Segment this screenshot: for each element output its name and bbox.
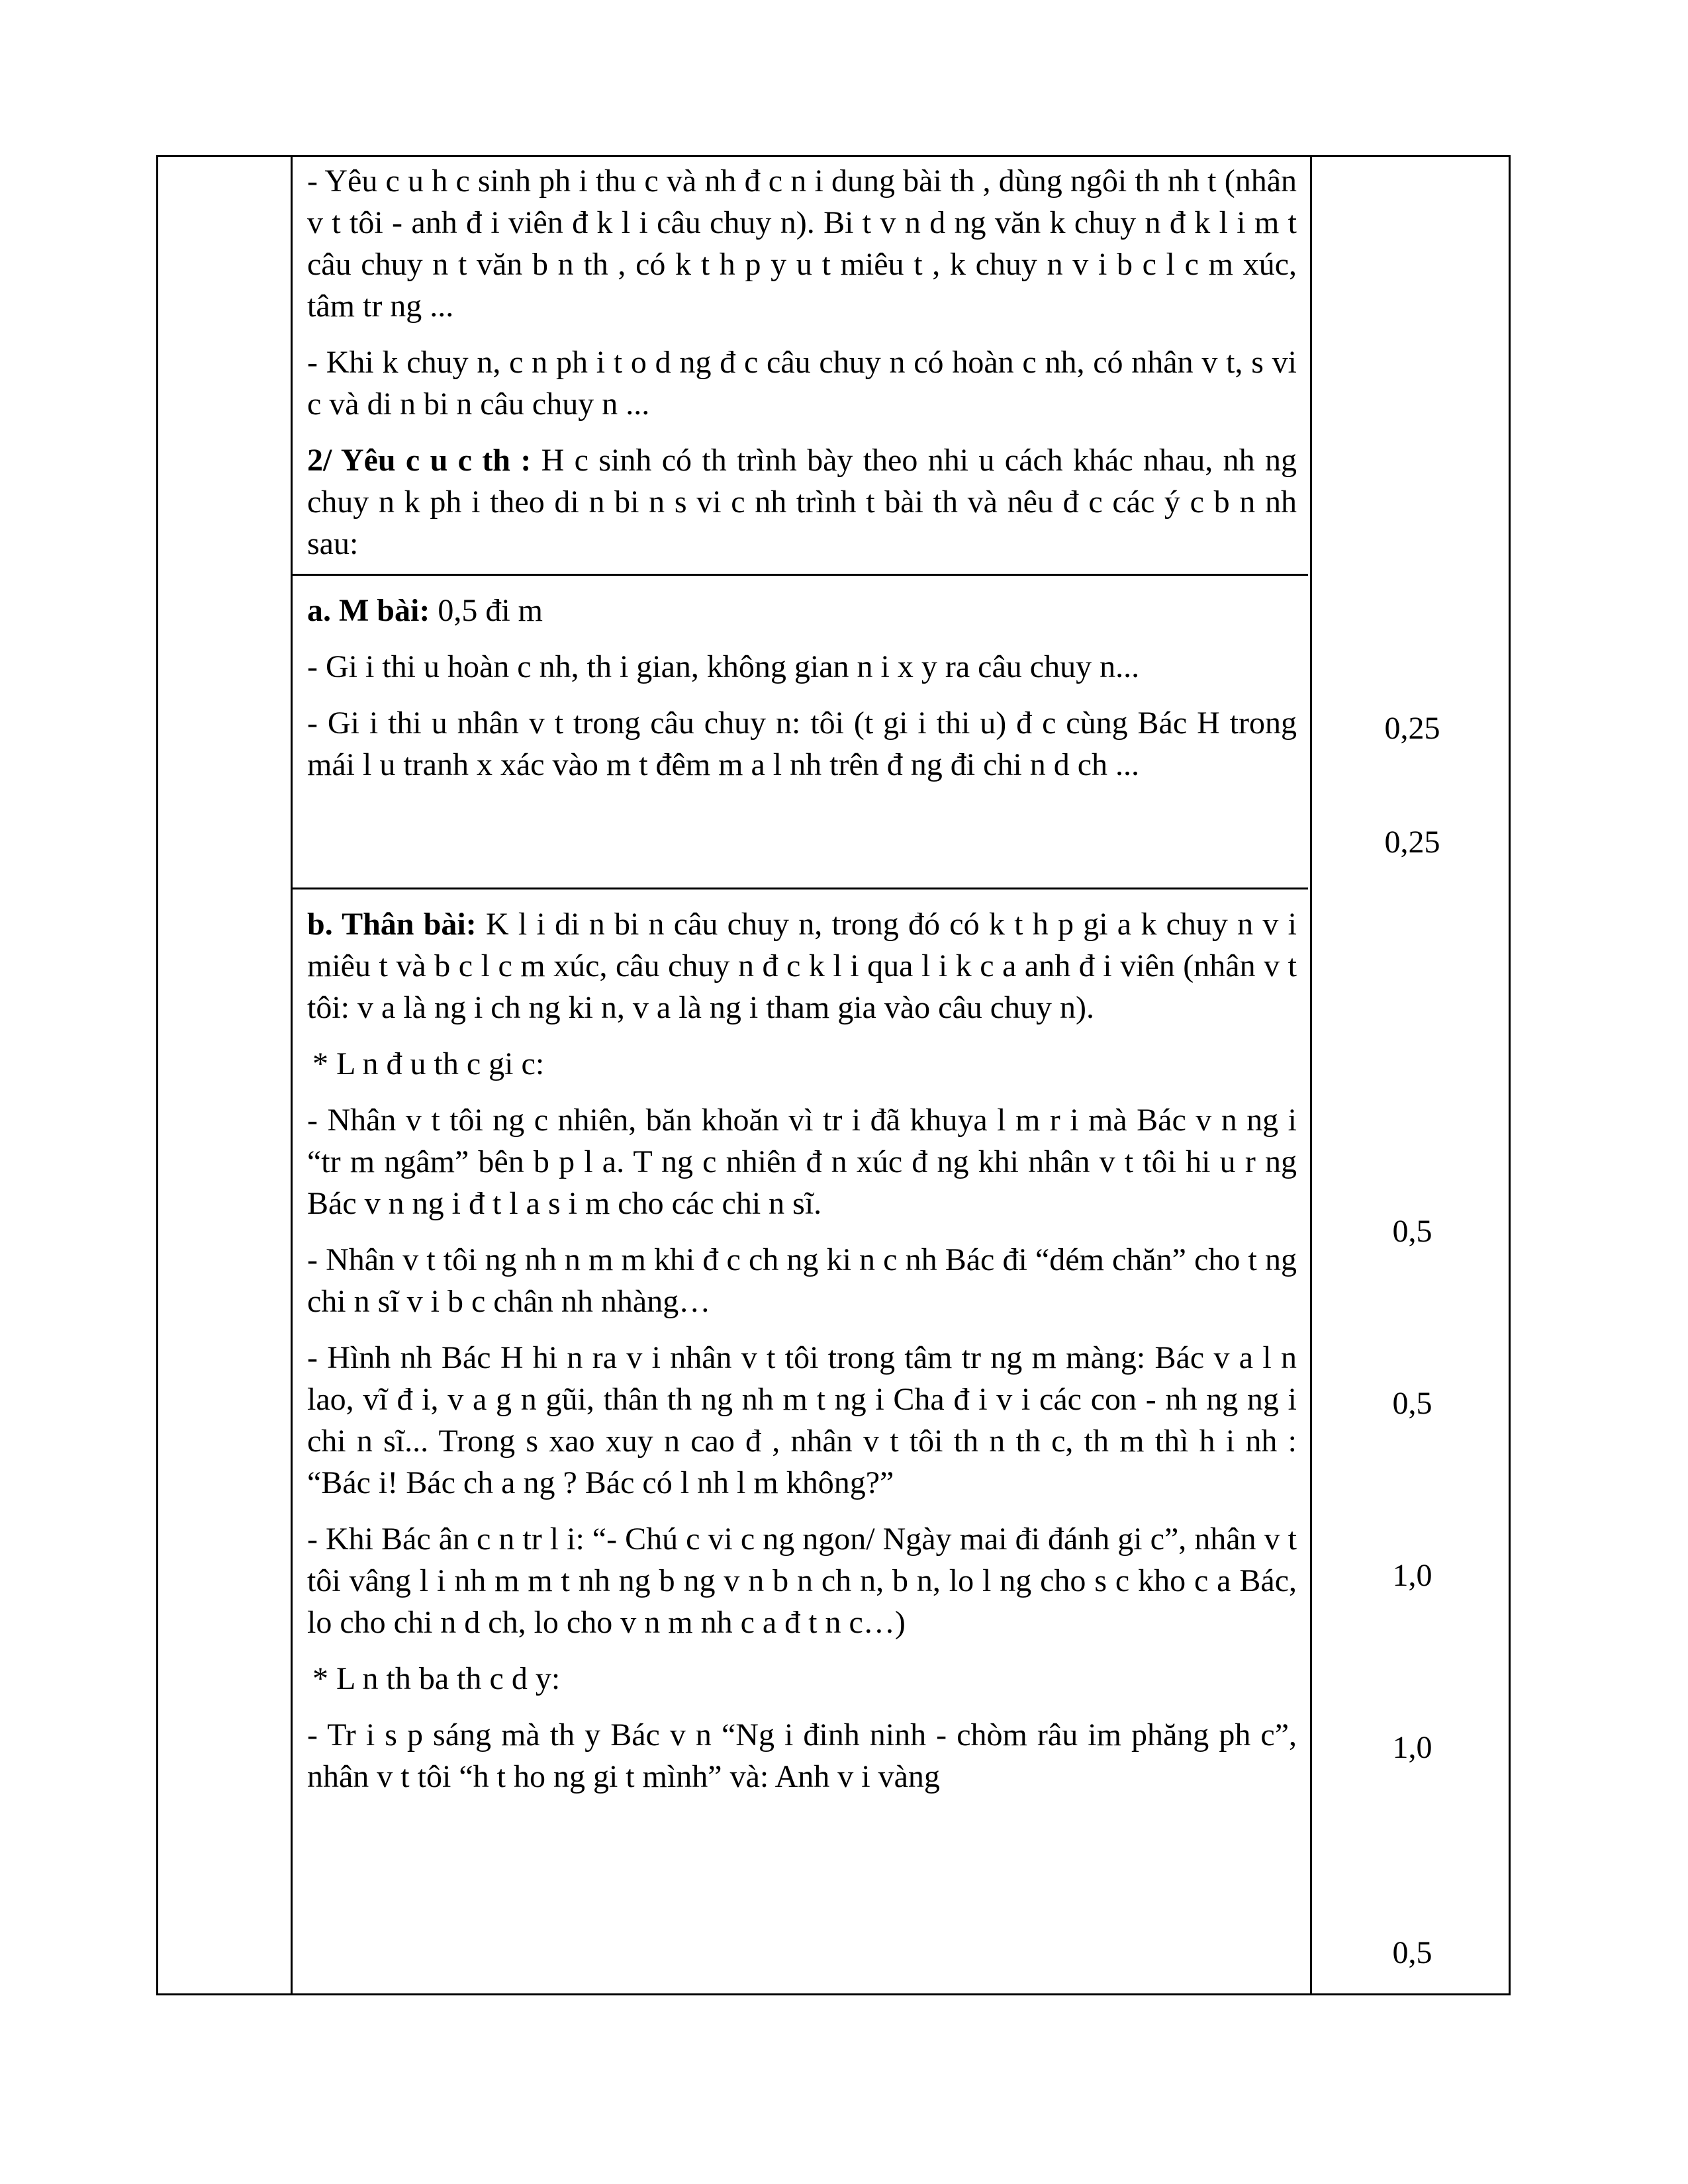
row-divider-2 <box>291 887 1308 889</box>
score-body-1: 0,5 <box>1392 1214 1432 1249</box>
body-heading-paragraph <box>307 903 1297 1028</box>
introduction-heading-points: 0,5 đi m <box>430 593 543 628</box>
score-body-5: 0,5 <box>1392 1935 1432 1970</box>
score-body-2: 0,5 <box>1392 1386 1432 1421</box>
body-cell <box>307 903 1297 1812</box>
body-heading-label: b. Thân bài: <box>307 907 477 942</box>
introduction-heading-label: a. M bài: <box>307 593 430 628</box>
column-divider-right <box>1310 157 1312 1993</box>
score-body-4: 1,0 <box>1392 1730 1432 1765</box>
introduction-heading <box>307 590 1297 631</box>
column-divider-left <box>291 157 293 1993</box>
third-waking-heading: * L n th ba th c d y: <box>312 1661 561 1696</box>
body-paragraph-4: - Khi Bác ân c n tr l i: “- Chú c vi c ng ngon/ Ngày mai đi đánh gi c”, nhân v t tôi vâng l i nh m m t nh ng b ng v n b n ch n, b n, lo l ng cho s c kho c a Bác, lo cho chi n d ch, lo cho v n m nh c a đ t n c…) <box>307 1522 1297 1640</box>
score-body-3: 1,0 <box>1392 1558 1432 1593</box>
body-paragraph-5: - Tr i s p sáng mà th y Bác v n “Ng i đinh ninh - chòm râu im phăng ph c”, nhân v t tôi “h t ho ng gi t mình” và: Anh v i vàng <box>307 1717 1297 1794</box>
specific-requirements-text: H c sinh có th trình bày theo nhi u cách khác nhau, nh ng chuy n k ph i theo di n bi n s vi c nh trình t bài th và nêu đ c các ý c b n nh sau: <box>307 443 1297 561</box>
introduction-paragraph-2: - Gi i thi u nhân v t trong câu chuy n: tôi (t gi i thi u) đ c cùng Bác H trong mái l u tranh x xác vào m t đêm m a l nh trên đ ng đi chi n d ch ... <box>307 705 1297 782</box>
score-intro-1: 0,25 <box>1384 711 1440 746</box>
body-paragraph-3: - Hình nh Bác H hi n ra v i nhân v t tôi trong tâm tr ng m màng: Bác v a l n lao, vĩ đ i, v a g n gũi, thân th ng nh m t ng i Cha đ i v i các con - nh ng ng i chi n sĩ... Trong s xao xuy n cao đ , nhân v t tôi th n th c, th m thì h i nh : “Bác i! Bác ch a ng ? Bác có l nh l m không?” <box>307 1340 1297 1500</box>
first-waking-heading: * L n đ u th c gi c: <box>312 1046 545 1081</box>
specific-requirements-paragraph <box>307 439 1297 565</box>
body-paragraph-1: - Nhân v t tôi ng c nhiên, băn khoăn vì tr i đã khuya l m r i mà Bác v n ng i “tr m ngâm” bên b p l a. T ng c nhiên đ n xúc đ ng khi nhân v t tôi hi u r ng Bác v n ng i đ t l a s i m cho các chi n sĩ. <box>307 1103 1297 1221</box>
requirement-paragraph-2: - Khi k chuy n, c n ph i t o d ng đ c câu chuy n có hoàn c nh, có nhân v t, s vi c và di n bi n câu chuy n ... <box>307 345 1297 422</box>
body-heading-text: K l i di n bi n câu chuy n, trong đó có k t h p gi a k chuy n v i miêu t và b c l c m xúc, câu chuy n đ c k l i qua l i k c a anh đ i viên (nhân v t tôi: v a là ng i ch ng ki n, v a là ng i tham gia vào câu chuy n). <box>307 907 1297 1025</box>
introduction-cell <box>307 590 1297 800</box>
specific-requirements-heading: 2/ Yêu c u c th : <box>307 443 532 478</box>
score-intro-2: 0,25 <box>1384 825 1440 860</box>
grading-table <box>156 155 1511 1995</box>
requirement-paragraph-1: - Yêu c u h c sinh ph i thu c và nh đ c n i dung bài th , dùng ngôi th nh t (nhân v t tôi - anh đ i viên đ k l i câu chuy n). Bi t v n d ng văn k chuy n đ k l i m t câu chuy n t văn b n th , có k t h p y u t miêu t , k chuy n v i b c l c m xúc, tâm tr ng ... <box>307 163 1297 324</box>
requirements-cell <box>307 160 1297 579</box>
introduction-paragraph-1: - Gi i thi u hoàn c nh, th i gian, không gian n i x y ra câu chuy n... <box>307 649 1140 684</box>
body-paragraph-2: - Nhân v t tôi ng nh n m m khi đ c ch ng ki n c nh Bác đi “dém chăn” cho t ng chi n sĩ v i b c chân nh nhàng… <box>307 1242 1297 1319</box>
